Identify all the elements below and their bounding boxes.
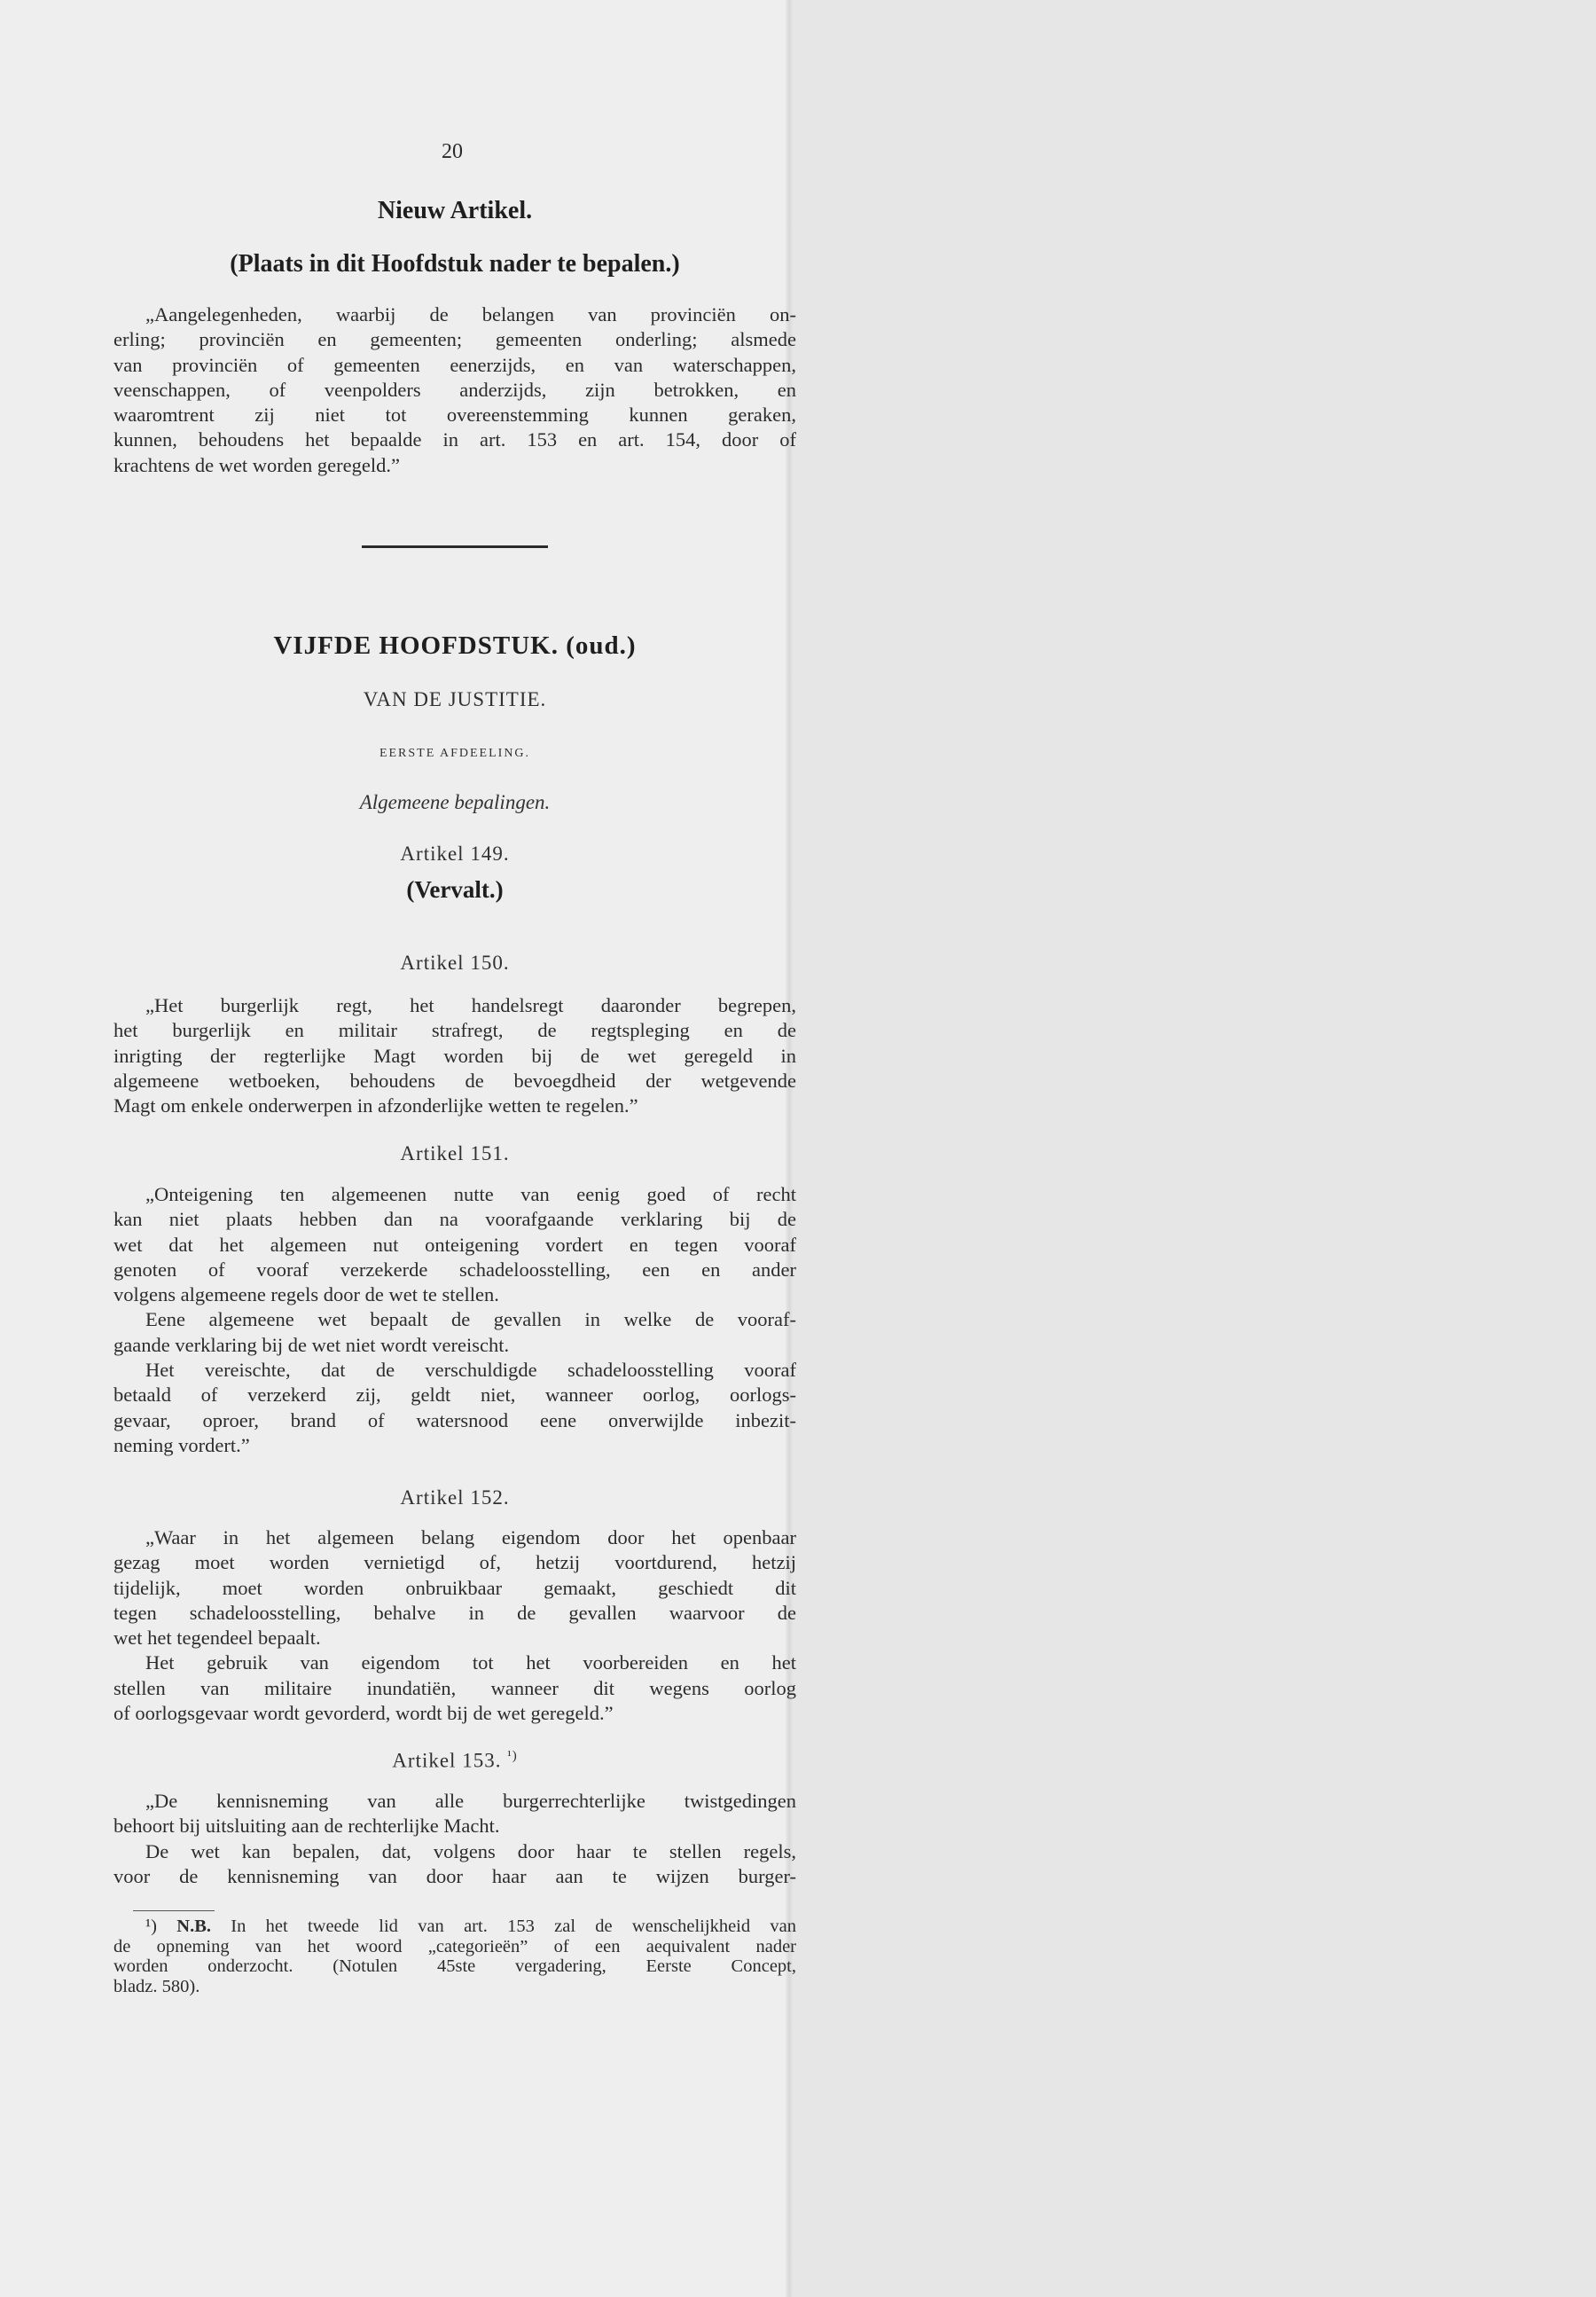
art153-heading: Artikel 153. — [392, 1749, 502, 1772]
text-line: Het gebruik van eigendom tot het voorbereiden en het — [145, 1651, 796, 1674]
text-line: Magt om enkele onderwerpen in afzonderlijke wetten te regelen.” — [113, 1094, 638, 1117]
footnote-divider — [133, 1910, 215, 1911]
new-article-subtitle: (Plaats in dit Hoofdstuk nader te bepalen.) — [230, 250, 680, 278]
section-label: EERSTE AFDEELING. — [379, 747, 531, 760]
text-line: tijdelijk, moet worden onbruikbaar gemaakt, geschiedt dit — [113, 1576, 796, 1599]
text-line: tegen schadeloosstelling, behalve in de gevallen waarvoor de — [113, 1601, 796, 1624]
text-line: van provinciën of gemeenten eenerzijds, en van waterschappen, — [113, 353, 796, 376]
text-line: stellen van militaire inundatiën, wanneer dit wegens oorlog — [113, 1676, 796, 1699]
text-line: kan niet plaats hebben dan na voorafgaande verklaring bij de — [113, 1208, 796, 1231]
text-line: genoten of vooraf verzekerde schadeloosstelling, een en ander — [113, 1258, 796, 1281]
art149-heading: Artikel 149. — [400, 843, 510, 865]
text-line: gezag moet worden vernietigd of, hetzij voortdurend, hetzij — [113, 1551, 796, 1574]
text-line: veenschappen, of veenpolders anderzijds, zijn betrokken, en — [113, 378, 796, 401]
footnote-line: worden onderzocht. (Notulen 45ste vergadering, Eerste Concept, — [113, 1956, 796, 1976]
new-article-body — [113, 302, 796, 478]
section-divider — [362, 545, 548, 548]
section-title: Algemeene bepalingen. — [359, 791, 551, 813]
text-line: betaald of verzekerd zij, geldt niet, wanneer oorlog, oorlogs- — [113, 1384, 796, 1407]
chapter-subtitle: VAN DE JUSTITIE. — [363, 688, 547, 710]
art149-status: (Vervalt.) — [406, 876, 504, 903]
art151-heading: Artikel 151. — [400, 1142, 510, 1164]
text-line: „Aangelegenheden, waarbij de belangen van provinciën on- — [145, 303, 796, 325]
page-number: 20 — [442, 140, 463, 163]
text-line: wet het tegendeel bepaalt. — [113, 1627, 321, 1650]
footnote-line — [113, 1917, 796, 1937]
text-line: het burgerlijk en militair strafregt, de regtspleging en de — [113, 1019, 796, 1042]
text-line: voor de kennisneming van door haar aan te wijzen burger- — [113, 1864, 796, 1887]
art150-body — [113, 993, 796, 1118]
text-line: of oorlogsgevaar wordt gevorderd, wordt bij de wet geregeld.” — [113, 1702, 614, 1725]
text-line: algemeene wetboeken, behoudens de bevoegdheid der wetgevende — [113, 1069, 796, 1092]
art153-heading-row — [113, 1749, 796, 1773]
art153-body — [113, 1789, 796, 1889]
text-line: volgens algemeene regels door de wet te stellen. — [113, 1283, 499, 1306]
art150-heading: Artikel 150. — [400, 952, 510, 974]
text-line: waaromtrent zij niet tot overeenstemming kunnen geraken, — [113, 404, 796, 427]
text-line: „Onteigening ten algemeenen nutte van eenig goed of recht — [145, 1183, 796, 1205]
text-line: „De kennisneming van alle burgerrechterlijke twistgedingen — [145, 1790, 796, 1812]
text-line: Eene algemeene wet bepaalt de gevallen in welke de vooraf- — [145, 1308, 796, 1331]
text-line: behoort bij uitsluiting aan de rechterlijke Macht. — [113, 1815, 500, 1838]
text-line: wet dat het algemeen nut onteigening vordert en tegen vooraf — [113, 1233, 796, 1256]
text-line: gevaar, oproer, brand of watersnood eene onverwijlde inbezit- — [113, 1408, 796, 1431]
text-line: „Waar in het algemeen belang eigendom door het openbaar — [145, 1526, 796, 1548]
footnote — [113, 1917, 796, 1996]
text-line: krachtens de wet worden geregeld.” — [113, 453, 400, 476]
chapter-title: VIJFDE HOOFDSTUK. (oud.) — [273, 631, 637, 660]
text-line: erling; provinciën en gemeenten; gemeenten onderling; alsmede — [113, 328, 796, 351]
text-line: De wet kan bepalen, dat, volgens door haar te stellen regels, — [145, 1839, 796, 1862]
text-line: „Het burgerlijk regt, het handelsregt daaronder begrepen, — [145, 994, 796, 1016]
footnote-line: de opneming van het woord „categorieën” of een aequivalent nader — [113, 1936, 796, 1956]
text-line: neming vordert.” — [113, 1433, 250, 1456]
right-page — [789, 0, 1596, 2297]
art152-heading: Artikel 152. — [400, 1486, 510, 1509]
text-line: gaande verklaring bij de wet niet wordt vereischt. — [113, 1333, 510, 1356]
footnote-reference: ¹) — [507, 1749, 518, 1763]
art151-body — [113, 1182, 796, 1458]
art152-body — [113, 1525, 796, 1726]
footnote-marker: ¹) — [145, 1917, 157, 1936]
footnote-text: In het tweede lid van art. 153 zal de wenschelijkheid van — [231, 1917, 796, 1936]
new-article-title: Nieuw Artikel. — [377, 197, 533, 224]
footnote-line: bladz. 580). — [113, 1976, 200, 1996]
text-line: kunnen, behoudens het bepaalde in art. 153 en art. 154, door of — [113, 428, 796, 451]
footnote-label: N.B. — [176, 1917, 211, 1936]
text-line: Het vereischte, dat de verschuldigde schadeloosstelling vooraf — [145, 1359, 796, 1382]
text-line: inrigting der regterlijke Magt worden bij de wet geregeld in — [113, 1044, 796, 1067]
